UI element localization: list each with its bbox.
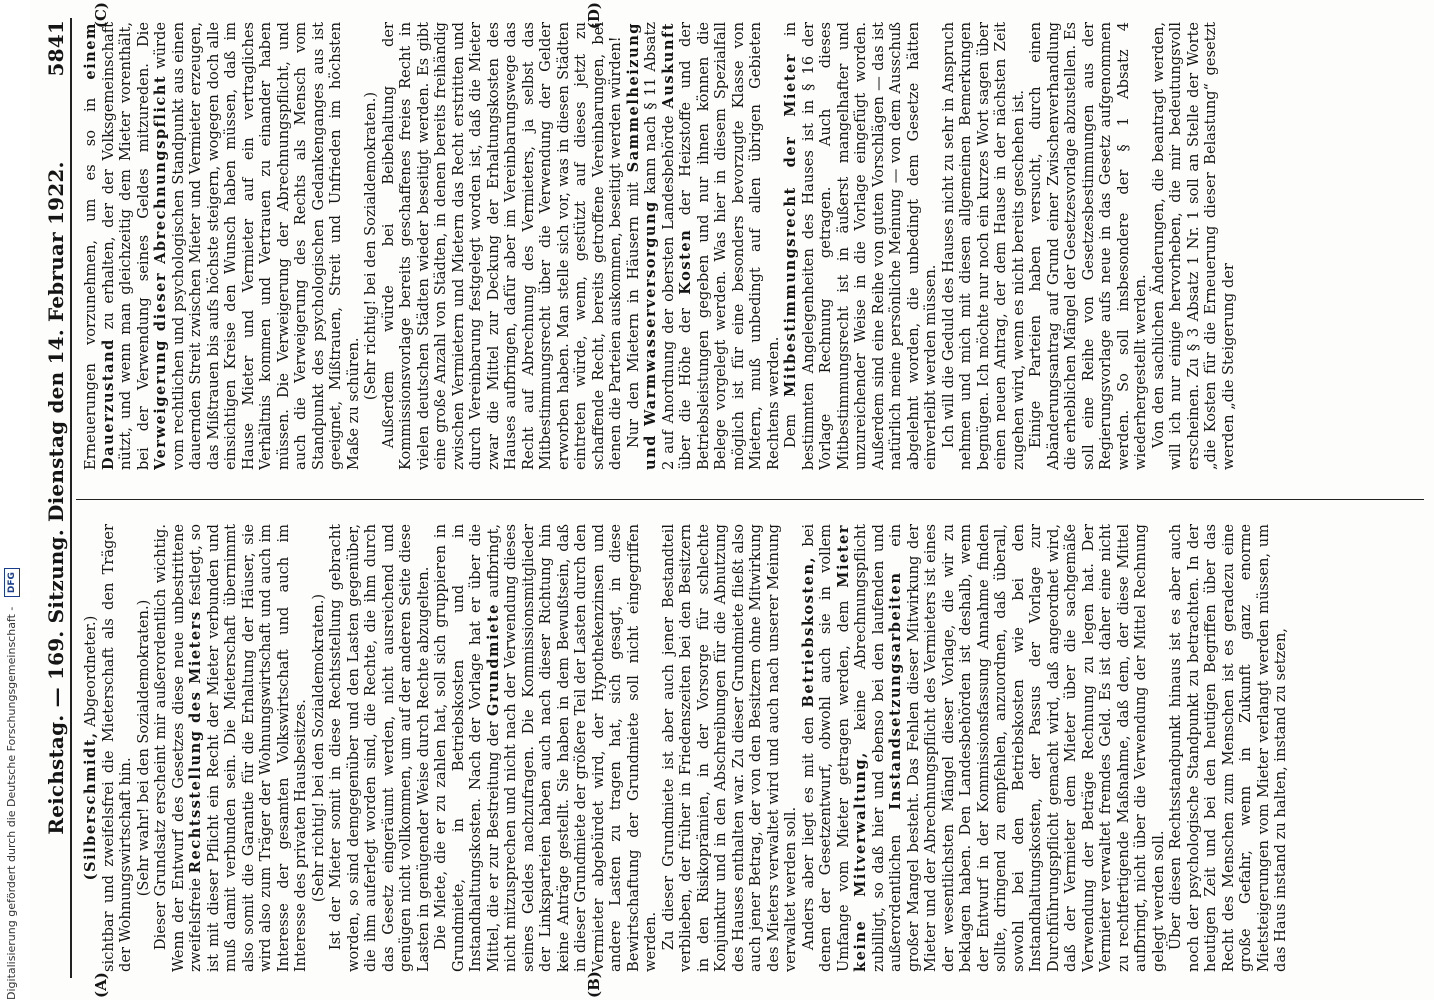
column-divider <box>76 499 1424 500</box>
paragraph <box>152 524 310 972</box>
text-run: Anders aber liegt es mit den <box>799 716 817 951</box>
paragraph: sichtbar und zweifelsfrei die Mieterschaft als den Träger der Wohnungswirtschaft hin. <box>99 524 134 972</box>
speaker-role: Abgeordneter.) <box>82 615 99 727</box>
emphasis: Mieter keine Mitverwaltung, <box>834 524 869 972</box>
text-run: ein großer Mangel besteht. Das Fehlen dieser Mitwirkung der Mieter und der Abrechnungspflicht des Vermieters ist eines der wesentlichsten Mängel dieser Vorlage, die wir zu beklagen haben. Den Landesbehörden ist deshalb, wenn der Entwurf in der Kommissionsfassung Annahme finden sollte, dringend zu empfehlen, anzuordnen, daß überall, sowohl bei den Betriebskosten wie bei den Instandhaltungskosten, der Passus der Vorlage zur Durchführungspflicht gemacht wird, daß angeordnet wird, daß der Vermieter dem Mieter über die sachgemäße Verwendung der Beträge Rechnung zu legen hat. Der Vermieter verwaltet fremdes Geld. Es ist daher eine nicht zu rechtfertigende Maßnahme, daß dem, der diese Mittel aufbringt, nicht über die Verwendung der Mittel Rechnung gelegt werden soll. <box>887 524 1167 972</box>
page-header <box>36 18 72 978</box>
text-run: würde vom rechtlichen und psychologischen Standpunkt aus einen dauernden Streit zwischen Mieter und Vermieter erzeugen, das Mißtrauen bis aufs höchste steigern, wogegen doch alle einsichtigen Kreise den Wunsch haben müssen, daß im Hause Mieter und Vermieter auf ein vertragliches Verhältnis kommen und Vertrauen zu einander haben müssen. Die Verweigerung der Abrechnungspflicht, und auch die Verweigerung des Rechts als Mensch vom Standpunkt des psychologischen Gedankenganges aus ist geeignet, Mißtrauen, Streit und Unfrieden im höchsten Maße zu schüren. <box>152 22 362 470</box>
margin-marker-a: (A) <box>92 972 110 998</box>
interjection: (Sehr wahr! bei den Sozialdemokraten.) <box>134 599 152 897</box>
digitization-note-text: Digitalisierung gefördert durch die Deutsche Forschungsgemeinschaft - <box>5 606 18 1000</box>
text-run: keine Abrechnungspflicht zubilligt, so daß hier und ebenso bei den laufenden und außerordentlichen <box>852 524 904 972</box>
left-column <box>82 524 1424 972</box>
right-column <box>82 22 1424 470</box>
emphasis: Rechtsstellung des Mieters <box>187 610 204 874</box>
paragraph: Ich will die Geduld des Hauses nicht zu sehr in Anspruch nehmen und mich mit diesen allgemeinen Bemerkungen begnügen. Ich möchte nur noch ein kurzes Wort sagen über einen neuen Antrag, der dem Hause in der nächsten Zeit zugehen wird, wenn es nicht bereits geschehen ist. <box>939 22 1027 470</box>
text-run: kann nach § 11 Absatz 2 auf Anordnung der obersten Landesbehörde <box>642 22 677 470</box>
document-page <box>30 0 1434 1000</box>
emphasis: Betriebskosten, <box>799 555 817 708</box>
emphasis: Mitbestimmungsrecht der Mieter <box>782 53 799 397</box>
text-run: festlegt, so ist mit dieser Pflicht ein Recht der Mieter verbunden und muß damit verbunden sein. Die Mieterschaft übernimmt also somit die Garantie für die Erhaltung der Häuser, sie wird also zum Träger der Wohnungswirtschaft und auch im Interesse der gesamten Volkswirtschaft und auch im Interesse des privaten Hausbesitzes. <box>187 524 309 972</box>
text-run: über die Höhe der <box>677 308 694 470</box>
paragraph <box>625 22 783 470</box>
text-run: aufbringt, nicht mitzusprechen und nicht nach der Verwendung dieses seines Geldes nachzufragen. Die Kommissionsmitglieder der Linksparteien haben auch nach dieser Richtung hin keine Anträge gestellt. Sie haben in dem Bewußtsein, daß in dieser Grundmiete der größere Teil der Lasten durch den Vermieter abgebürdet wird, der Hypothekenzinsen und andere Lasten zu tragen hat, sich gesagt, in diese Bewirtschaftung der Grundmiete soll nicht eingegriffen werden. <box>484 524 659 972</box>
emphasis: Auskunft <box>659 22 677 109</box>
interjection: (Sehr richtig! bei den Sozialdemokraten.) <box>362 91 379 401</box>
text-run: Dieser Grundsatz erscheint mir außerordentlich wichtig. Wenn der Entwurf des Gesetzes diese neue unbestrittene zweifelsfreie <box>152 524 204 972</box>
header-rule <box>70 18 72 978</box>
paragraph: Einige Parteien haben versucht, durch einen Abänderungsantrag auf Grund einer Zwischenverhandlung die erheblichen Mängel der Gesetzesvorlage abzustellen. Es soll eine Reihe von Gesetzesbestimmungen aus der Regierungsvorlage aufs neue in das Gesetz aufgenommen werden. So soll insbesondere der § 1 Absatz 4 wiederhergestellt werden. <box>1027 22 1149 470</box>
paragraph: Von den sachlichen Änderungen, die beantragt werden, will ich nur einige hervorheben, die mir bedeutungsvoll erscheinen. Zu § 3 Absatz 1 Nr. 1 soll an Stelle der Worte „die Kosten für die Erneuerung dieser Belastung“ gesetzt werden „die Steigerung der <box>1149 22 1237 470</box>
text-run: bei denen der Gesetzentwurf, obwohl auch sie in vollem Umfange vom Mieter getragen werden, dem <box>799 524 852 972</box>
paragraph: Außerdem würde bei Beibehaltung der Kommissionsvorlage bereits geschaffenes freies Recht in vielen deutschen Städten wieder beseitigt werden. Es gibt eine große Anzahl von Städten, in denen bereits freihändig zwischen Vermietern und Mietern das Recht erstritten und durch Vereinbarung festgelegt worden ist, daß die Mieter zwar die Mittel zur Deckung der Erhaltungskosten des Hauses aufbringen, dafür aber im Vereinbarungswege das Recht auf Abrechnung des Vermieters, ja selbst das Mitbestimmungsrecht über die Verwendung der Gelder erworben haben. Man stelle sich vor, was in diesen Städten eintreten würde, wenn, gestützt auf dieses jetzt zu schaffende Recht, bereits getroffene Vereinbarungen, bei denen die Parteien auskommen, beseitigt werden würden! <box>379 22 624 470</box>
speaker-name: (Silberschmidt, <box>82 731 99 881</box>
emphasis: Instandsetzungsarbeiten <box>887 571 904 810</box>
paragraph <box>782 22 940 470</box>
text-run: zu erhalten, der der Volksgemeinschaft nützt, und wenn man gleichzeitig dem Mieter vorenthält, bei der Verwendung seines Geldes mitzureden. Die <box>99 22 152 470</box>
paragraph <box>82 22 362 470</box>
margin-marker-b: (B) <box>585 971 603 998</box>
paragraph: Zu dieser Grundmiete ist aber auch jener Bestandteil verblieben, der früher in Friedenszeiten bei den Besitzern in den Risikoprämien, in der Vorsorge für schlechte Konjunktur und in den Abschreibungen für die Abnutzung des Hauses enthalten war. Zu dieser Grundmiete fließt also auch jener Betrag, der von den Besitzern ohne Mitwirkung des Mieters verwaltet wird und auch nach unserer Meinung verwaltet werden soll. <box>659 524 799 972</box>
margin-marker-c: (C) <box>92 2 110 29</box>
text-run: in bestimmten Angelegenheiten des Hauses ist in § 16 der Vorlage Rechnung getragen. Auch dieses Mitbestimmungsrecht ist in äußerst mangelhafter und unzureichender Weise in die Vorlage eingefügt worden. Außerdem sind eine Reihe von guten Vorschlägen — das ist natürlich meine persönliche Meinung — von dem Ausschuß abgelehnt worden, die unbedingt dem Gesetze hätten einverleibt werden müssen. <box>782 22 939 470</box>
emphasis: einem Dauerzustand <box>82 22 117 470</box>
text-run: Nur den Mietern in Häusern mit <box>624 182 642 449</box>
emphasis: Verweigerung dieser Abrechnungspflicht <box>152 74 169 470</box>
emphasis: Sammelheizung und Warmwasserversorgung <box>624 22 659 470</box>
text-run: Die Miete, die er zu zahlen hat, soll sich gruppieren in Grundmiete, in Betriebskosten und in Instandhaltungskosten. Nach der Vorlage hat er über die Mittel, die er zur Bestreitung der <box>432 524 502 972</box>
speaker-line <box>82 524 100 972</box>
paragraph: Ist der Mieter somit in diese Rechtsstellung gebracht worden, so sind demgegenüber und den Lasten gegenüber, die ihm auferlegt worden sind, die Rechte, die ihm durch das Gesetz eingeräumt werden, nicht ausreichend und genügen nicht vollkommen, um auf der anderen Seite diese Lasten in genügender Weise durch Rechte abzugelten. <box>327 524 432 972</box>
text-run: Dem <box>782 413 799 449</box>
margin-marker-d: (D) <box>585 2 603 30</box>
dfg-logo: DFG <box>4 568 20 597</box>
header-title: Reichstag. — 169. Sitzung. Dienstag den 14. Februar 1922. <box>44 161 68 835</box>
paragraph <box>432 524 660 972</box>
text-run: Erneuerungen vorzunehmen, um es so in <box>82 97 99 470</box>
digitization-note <box>2 0 22 1000</box>
emphasis: Kosten <box>677 228 694 295</box>
page-number: 5841 <box>44 20 68 77</box>
paragraph: Über diesen Rechtsstandpunkt hinaus ist es aber auch noch der psychologische Standpunkt zu betrachten. In der heutigen Zeit und bei den heutigen Begriffen über das Recht des Menschen zum Menschen ist es geradezu eine große Gefahr, wenn in Zukunft ganz enorme Mietsteigerungen vom Mieter verlangt werden müssen, um das Haus instand zu halten, instand zu setzen, <box>1167 524 1289 972</box>
paragraph <box>800 524 1168 972</box>
interjection: (Sehr richtig! bei den Sozialdemokraten.) <box>309 593 327 903</box>
text-run: der Heizstoffe und der Betriebsleistungen gegeben und nur ihnen können die Belege vorgelegt werden. Was hier in diesem Spezialfall möglich ist für eine besonders bevorzugte Klasse von Mietern, muß unbedingt auf allen übrigen Gebieten Rechtens werden. <box>677 22 782 470</box>
emphasis: Grundmiete <box>484 603 502 717</box>
